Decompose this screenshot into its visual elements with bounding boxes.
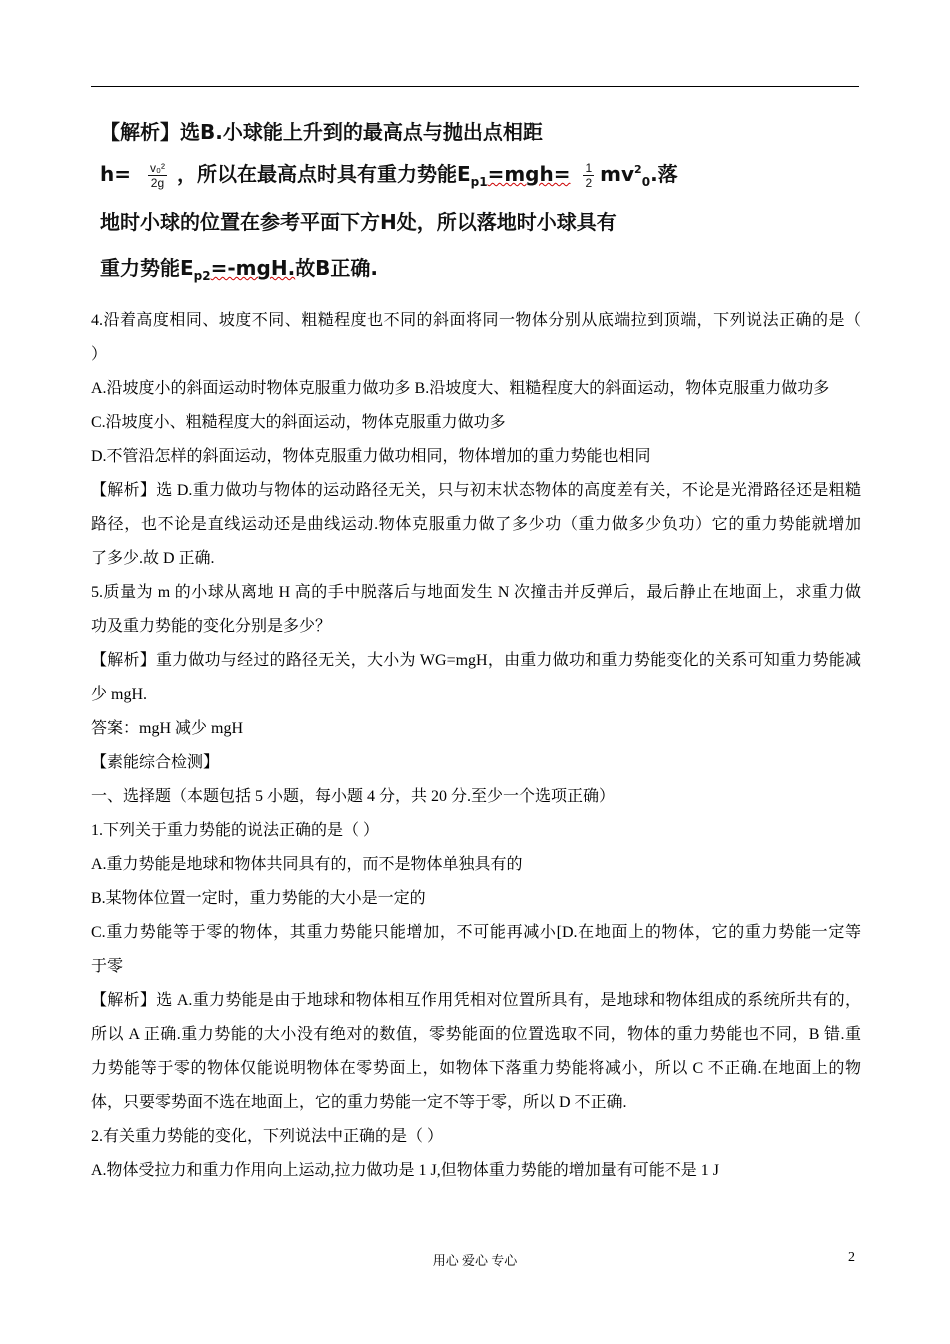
question-5-answer: 答案：mgH 减少 mgH	[91, 720, 244, 737]
question-4-option-d: D.不管沿怎样的斜面运动，物体克服重力做功相同，物体增加的重力势能也相同	[91, 448, 651, 465]
fraction-denominator: 2	[585, 176, 593, 190]
document-body	[91, 304, 861, 1188]
question-4-analysis-1: 【解析】选 D.重力做功与物体的运动路径无关，只与初末状态物体的高度差有关，不论是光滑路径还是粗糙	[91, 482, 861, 499]
analysis-line-2-mid: ，所以在最高点时具有重力势能E	[176, 162, 471, 186]
page-number: 2	[848, 1250, 855, 1265]
analysis-line-1: 【解析】选B.小球能上升到的最高点与抛出点相距	[100, 120, 543, 144]
section-instructions: 一、选择题（本题包括 5 小题，每小题 4 分，共 20 分.至少一个选项正确）	[91, 788, 616, 805]
ep1-subscript: p1	[470, 175, 488, 189]
question-5-analysis-2: 少 mgH.	[91, 686, 148, 703]
mgh-expression: =mgh=	[487, 162, 571, 186]
question-5-analysis-1: 【解析】重力做功与经过的路径无关，大小为 WG=mgH，由重力做功和重力势能变化的关系可知重力势能减	[91, 652, 861, 669]
mc-question-1-option-cd: C.重力势能等于零的物体，其重力势能只能增加，不可能再减小[D.在地面上的物体，它的重力势能一定等	[91, 924, 861, 941]
question-4-analysis-3: 了多少.故 D 正确.	[91, 550, 215, 567]
fraction-numerator: 1	[585, 161, 593, 175]
question-4-stem: 4.沿着高度相同、坡度不同、粗糙程度也不同的斜面将同一物体分别从底端拉到顶端，下列说法正确的是（	[91, 312, 861, 329]
fraction-denominator: 2g	[150, 176, 165, 190]
mc-question-1-option-b: B.某物体位置一定时，重力势能的大小是一定的	[91, 890, 426, 907]
mc-question-2-stem: 2.有关重力势能的变化，下列说法中正确的是（ ）	[91, 1128, 444, 1145]
analysis-line-4-c: 故B正确.	[295, 256, 379, 280]
analysis-line-2	[100, 158, 678, 190]
squared-superscript: 2	[634, 163, 642, 176]
ep2-subscript: p2	[193, 269, 211, 283]
fraction-numerator: v₀²	[149, 161, 165, 175]
section-heading: 【素能综合检测】	[91, 754, 220, 771]
mc-question-1-analysis-3: 力势能等于零的物体仅能说明物体在零势面上，如物体下落重力势能将减小，所以 C 不正确.在地面上的物	[91, 1060, 861, 1077]
mc-question-1-analysis-2: 所以 A 正确.重力势能的大小没有绝对的数值，零势能面的位置选取不同，物体的重力势能也不同，B 错.重	[91, 1026, 861, 1043]
minus-mgh-expression: =-mgH.	[210, 256, 296, 280]
mc-question-1-analysis-1: 【解析】选 A.重力势能是由于地球和物体相互作用凭相对位置所具有，是地球和物体组成的系统所共有的，	[91, 992, 861, 1009]
question-4-option-ab: A.沿坡度小的斜面运动时物体克服重力做功多 B.沿坡度大、粗糙程度大的斜面运动，物体克服重力做功多	[91, 380, 830, 397]
analysis-line-3: 地时小球的位置在参考平面下方H处，所以落地时小球具有	[100, 210, 617, 234]
mc-question-1-option-a: A.重力势能是地球和物体共同具有的，而不是物体单独具有的	[91, 856, 523, 873]
mc-question-1-stem: 1.下列关于重力势能的说法正确的是（ ）	[91, 822, 380, 839]
v0-squared-over-2g	[148, 161, 167, 190]
mc-question-1-option-d-cont: 于零	[91, 958, 124, 975]
zero-subscript: 0	[641, 175, 651, 189]
question-4-paren: ）	[91, 346, 108, 363]
analysis-line-4-a: 重力势能E	[100, 256, 194, 280]
mv-term: mv	[600, 162, 635, 186]
h-label: h=	[100, 162, 131, 186]
question-4-analysis-2: 路径，也不论是直线运动还是曲线运动.物体克服重力做了多少功（重力做多少负功）它的重力势能就增加	[91, 516, 861, 533]
header-rule	[91, 86, 859, 87]
one-half-fraction	[583, 161, 594, 190]
question-4-option-c: C.沿坡度小、粗糙程度大的斜面运动，物体克服重力做功多	[91, 414, 506, 431]
analysis-line-2-end: .落	[650, 162, 678, 186]
mc-question-1-analysis-4: 体，只要零势面不选在地面上，它的重力势能一定不等于零，所以 D 不正确.	[91, 1094, 627, 1111]
analysis-line-4	[100, 252, 378, 283]
question-5-stem-1: 5.质量为 m 的小球从离地 H 高的手中脱落后与地面发生 N 次撞击并反弹后，最后静止在地面上，求重力做	[91, 584, 861, 601]
mc-question-2-option-a: A.物体受拉力和重力作用向上运动,拉力做功是 1 J,但物体重力势能的增加量有可能不是 1 J	[91, 1162, 720, 1179]
page-footer: 用心 爱心 专心	[432, 1253, 518, 1268]
question-5-stem-2: 功及重力势能的变化分别是多少？	[91, 618, 332, 635]
